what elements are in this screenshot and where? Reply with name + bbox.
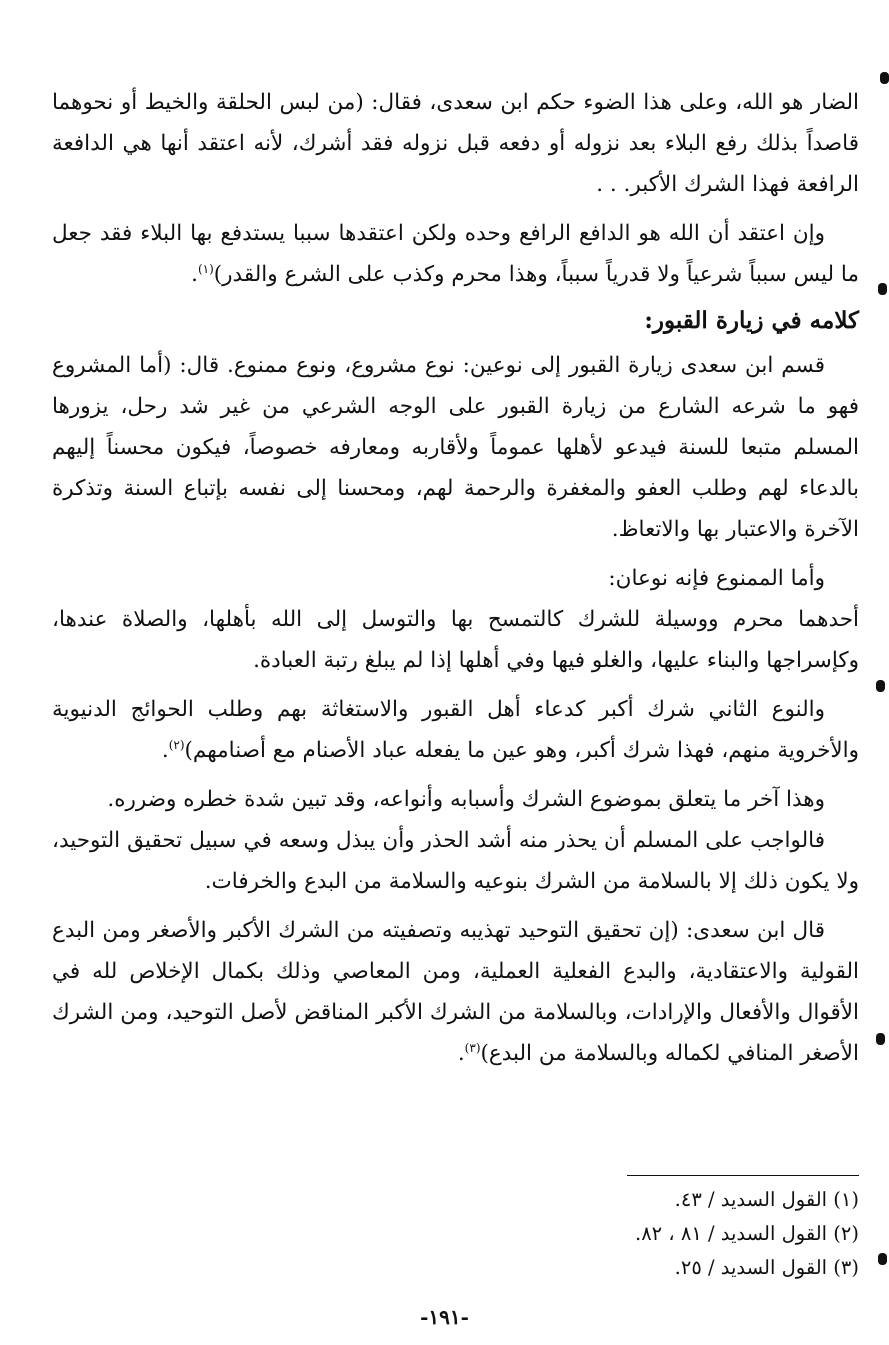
footnote-number: (٢) [833, 1222, 859, 1245]
footnote-text: القول السديد / ٢٥. [674, 1256, 828, 1279]
footnote-number: (١) [833, 1188, 859, 1211]
paragraph-8: فالواجب على المسلم أن يحذر منه أشد الحذر وأن يبذل وسعه في سبيل تحقيق التوحيد، ولا يكون ذلك إلا بالسلامة من الشرك بنوعيه والسلامة من البدع والخرفات. [52, 828, 859, 894]
scan-margin-mark [878, 1253, 887, 1265]
footnote-text: القول السديد / ٨١ ، ٨٢. [634, 1222, 828, 1245]
paragraph-9-text: قال ابن سعدى: (إن تحقيق التوحيد تهذيبه وتصفيته من الشرك الأكبر والأصغر ومن البدع القولية والاعتقادية، والبدع الفعلية العملية، ومن المعاصي وذلك بكمال الإخلاص لله في الأقوال والأفعال والإرادات، وبالسلامة من الشرك الأكبر المناقض لأصل التوحيد، ومن الشرك الأصغر المنافي لكماله وبالسلامة من البدع) [52, 918, 859, 1066]
paragraph-3: قسم ابن سعدى زيارة القبور إلى نوعين: نوع مشروع، ونوع ممنوع. قال: (أما المشروع فهو ما شرعه الشارع من زيارة القبور على الوجه الشرعي من غير شد رحل، يزورها المسلم متبعا للسنة فيدعو لأهلها عموماً ولأقاربه ومعارفه خصوصاً، فيكون محسناً إليهم بالدعاء لهم وطلب العفو والمغفرة والرحمة لهم، ومحسنا إلى نفسه بإتباع السنة وتذكرة الآخرة والاعتبار بها والاتعاظ. [52, 353, 859, 542]
paragraph-4: وأما الممنوع فإنه نوعان: [608, 566, 825, 591]
footnote-divider [627, 1175, 859, 1176]
section-heading: كلامه في زيارة القبور: [644, 307, 859, 334]
paragraph-2-text: وإن اعتقد أن الله هو الدافع الرافع وحده ولكن اعتقدها سببا يستدفع بها البلاء فقد جعل ما ليس سبباً شرعياً ولا قدرياً سبباً، وهذا محرم وكذب على الشرع والقدر) [52, 221, 859, 287]
scan-margin-mark [876, 1033, 885, 1045]
footnote-ref-3: (٣) [464, 1040, 481, 1055]
footnote-item [635, 1251, 859, 1285]
scan-margin-mark [878, 283, 887, 295]
footnote-number: (٣) [833, 1256, 859, 1279]
footnotes [635, 1183, 859, 1285]
paragraph-7: وهذا آخر ما يتعلق بموضوع الشرك وأسبابه وأنواعه، وقد تبين شدة خطره وضرره. [107, 787, 825, 812]
paragraph-2: وإن اعتقد أن الله هو الدافع الرافع وحده ولكن اعتقدها سببا يستدفع بها البلاء فقد جعل ما ليس سبباً شرعياً ولا قدرياً سبباً، وهذا محرم وكذب على الشرع والقدر)$^{(١)}$. [52, 221, 859, 287]
page-number: -١٩١- [420, 1305, 469, 1329]
scan-margin-mark [880, 72, 889, 84]
paragraph-1: الضار هو الله، وعلى هذا الضوء حكم ابن سعدى، فقال: (من لبس الحلقة والخيط أو نحوهما قاصداً بذلك رفع البلاء بعد نزوله أو دفعه قبل نزوله فقد أشرك، لأنه اعتقد أنها هي الدافعة الرافعة فهذا الشرك الأكبر. . . [52, 90, 859, 197]
paragraph-9: قال ابن سعدى: (إن تحقيق التوحيد تهذيبه وتصفيته من الشرك الأكبر والأصغر ومن البدع القولية والاعتقادية، والبدع الفعلية العملية، ومن المعاصي وذلك بكمال الإخلاص لله في الأقوال والأفعال والإرادات، وبالسلامة من الشرك الأكبر المناقض لأصل التوحيد، ومن الشرك الأصغر المنافي لكماله وبالسلامة من البدع)$^{(٣)}$. [52, 918, 859, 1066]
footnote-ref-1: (١) [197, 261, 214, 276]
paragraph-6-text: والنوع الثاني شرك أكبر كدعاء أهل القبور والاستغاثة بهم وطلب الحوائج الدنيوية والأخروية منهم، فهذا شرك أكبر، وهو عين ما يفعله عباد الأصنام مع أصنامهم) [52, 697, 859, 763]
footnote-text: القول السديد / ٤٣. [674, 1188, 828, 1211]
page-body [52, 82, 859, 1074]
paragraph-6: والنوع الثاني شرك أكبر كدعاء أهل القبور والاستغاثة بهم وطلب الحوائج الدنيوية والأخروية منهم، فهذا شرك أكبر، وهو عين ما يفعله عباد الأصنام مع أصنامهم)$^{(٢)}$. [52, 697, 859, 763]
scan-margin-mark [876, 680, 885, 692]
footnote-item [635, 1183, 859, 1217]
paragraph-5: أحدهما محرم ووسيلة للشرك كالتمسح بها والتوسل إلى الله بأهلها، والصلاة عندها، وكإسراجها والبناء عليها، والغلو فيها وفي أهلها إذا لم يبلغ رتبة العبادة. [52, 607, 859, 673]
footnote-item [635, 1217, 859, 1251]
footnote-ref-2: (٢) [168, 737, 185, 752]
